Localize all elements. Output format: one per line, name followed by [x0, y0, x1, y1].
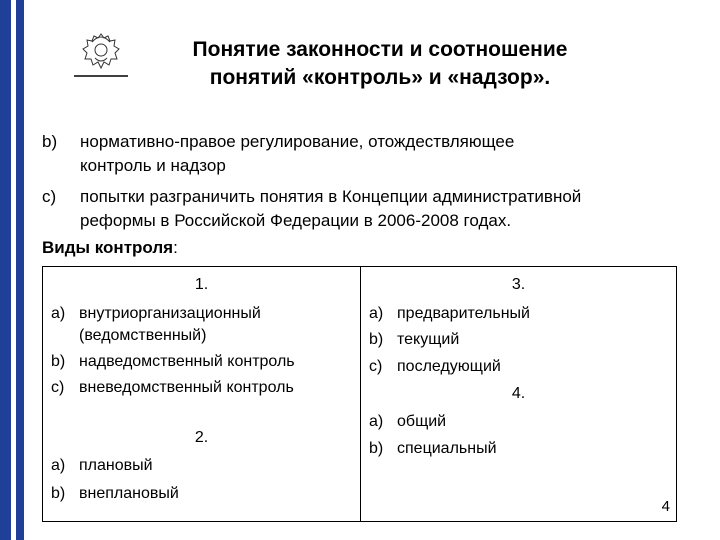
group-number-2: 2.	[194, 429, 209, 446]
group-number-1: 1.	[194, 276, 209, 293]
row-marker: c)	[369, 358, 383, 375]
list-text-line: контроль и надзор	[80, 156, 226, 175]
row-text: текущий	[397, 331, 460, 348]
coat-of-arms-logo	[72, 28, 130, 80]
row-text-line: внутриорганизационный	[79, 305, 261, 322]
row-text: последующий	[397, 358, 501, 375]
row-text: предварительный	[397, 305, 530, 322]
row-text: специальный	[397, 440, 497, 457]
list-marker: c)	[42, 187, 57, 206]
kinds-table	[42, 266, 677, 522]
kinds-colon: :	[173, 238, 178, 257]
definition-list	[42, 130, 682, 240]
left-blue-bar	[0, 0, 11, 540]
title-line-2: понятий «контроль» и «надзор».	[209, 66, 551, 89]
list-text-line: нормативно-правое регулирование, отождествляющее	[80, 132, 515, 151]
page-number: 4	[661, 498, 670, 515]
row-marker: b)	[369, 440, 384, 457]
row-marker: c)	[51, 379, 65, 396]
row-text	[79, 303, 261, 347]
table-left-column	[43, 267, 361, 521]
list-marker: b)	[42, 132, 58, 151]
table-right-column	[361, 267, 676, 521]
group-number-4: 4.	[511, 385, 526, 402]
row-marker: a)	[51, 457, 66, 474]
row-marker: b)	[51, 485, 66, 502]
row-marker: a)	[51, 305, 66, 322]
list-item-b	[42, 130, 682, 178]
row-text: внеплановый	[79, 485, 179, 502]
kinds-label: Виды контроля	[42, 238, 174, 257]
row-text: общий	[397, 413, 447, 430]
kinds-heading	[42, 236, 178, 260]
row-text: надведомственный контроль	[79, 353, 295, 370]
title-line-1: Понятие законности и соотношение	[192, 38, 568, 61]
list-text-line: реформы в Российской Федерации в 2006-2008 годах.	[80, 211, 512, 230]
row-text-line: (ведомственный)	[79, 327, 207, 344]
row-text: вневедомственный контроль	[79, 379, 294, 396]
list-item-c	[42, 185, 682, 233]
slide-title	[150, 36, 610, 92]
row-marker: a)	[369, 413, 384, 430]
row-text: плановый	[79, 457, 153, 474]
row-marker: b)	[51, 353, 66, 370]
row-marker: b)	[369, 331, 384, 348]
list-text-line: попытки разграничить понятия в Концепции административной	[80, 187, 582, 206]
row-marker: a)	[369, 305, 384, 322]
group-number-3: 3.	[511, 276, 526, 293]
left-blue-inner-bar	[16, 0, 24, 540]
